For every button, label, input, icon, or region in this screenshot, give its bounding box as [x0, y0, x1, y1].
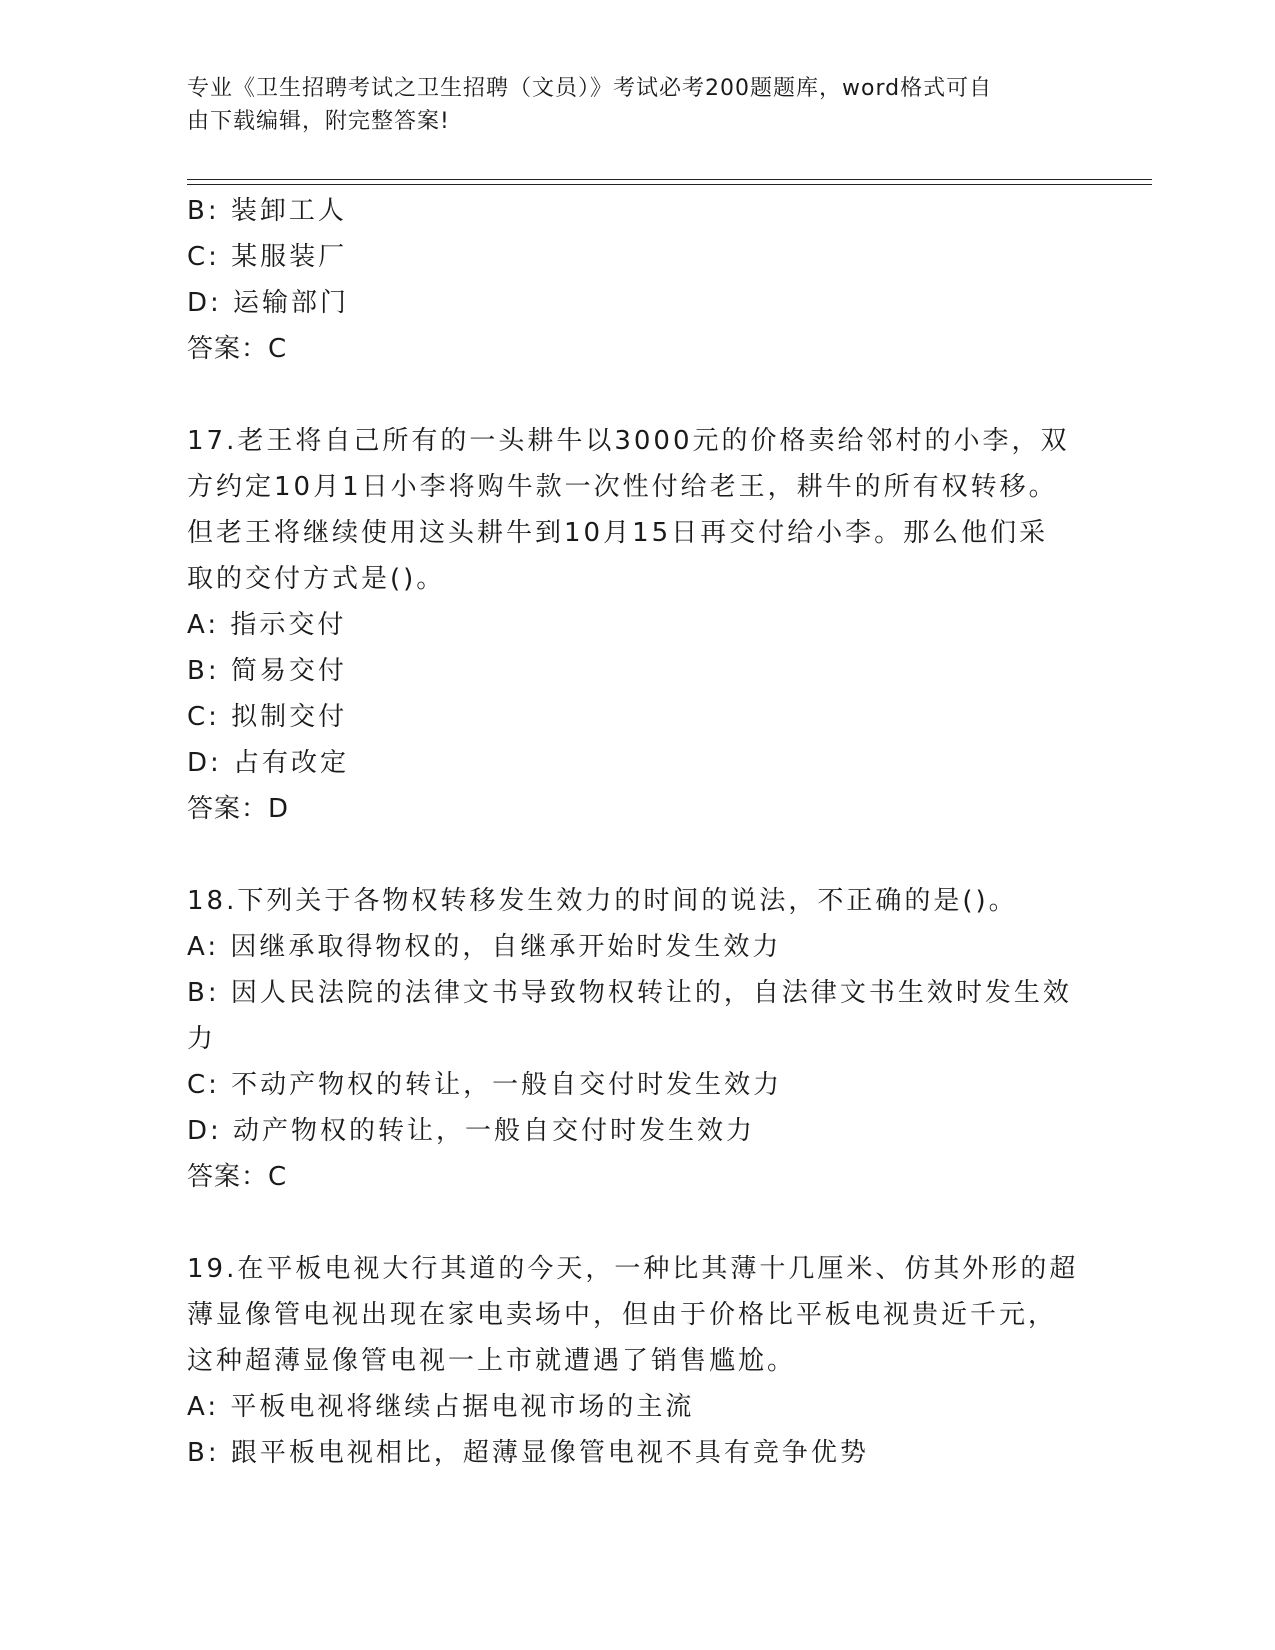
spacer [187, 372, 1087, 418]
option-b: B: 因人民法院的法律文书导致物权转让的，自法律文书生效时发生效 [187, 978, 1072, 1008]
prev-question [187, 188, 1087, 372]
question-stem-line: 方约定10月1日小李将购牛款一次性付给老王，耕牛的所有权转移。 [187, 472, 1058, 502]
question-stem-line: 这种超薄显像管电视一上市就遭遇了销售尴尬。 [187, 1346, 797, 1376]
question-stem-line: 取的交付方式是()。 [187, 564, 446, 594]
header-line-2: 由下载编辑，附完整答案! [187, 109, 450, 134]
answer-line: 答案：C [187, 1162, 288, 1192]
question-stem-line: 但老王将继续使用这头耕牛到10月15日再交付给小李。那么他们采 [187, 518, 1049, 548]
option-d: D: 占有改定 [187, 748, 350, 778]
option-c: C: 拟制交付 [187, 702, 348, 732]
question-stem-line: 18.下列关于各物权转移发生效力的时间的说法，不正确的是()。 [187, 886, 1018, 916]
option-b: B: 装卸工人 [187, 196, 347, 226]
option-a: A: 因继承取得物权的，自继承开始时发生效力 [187, 932, 782, 962]
answer-line: 答案：C [187, 334, 288, 364]
question-stem-line: 薄显像管电视出现在家电卖场中，但由于价格比平板电视贵近千元， [187, 1300, 1058, 1330]
option-d: D: 动产物权的转让，一般自交付时发生效力 [187, 1116, 756, 1146]
question-stem-line: 19.在平板电视大行其道的今天，一种比其薄十几厘米、仿其外形的超 [187, 1254, 1079, 1284]
answer-line: 答案：D [187, 794, 290, 824]
option-d: D: 运输部门 [187, 288, 350, 318]
question-18 [187, 878, 1087, 1200]
option-c: C: 某服装厂 [187, 242, 348, 272]
option-b-continued: 力 [187, 1024, 217, 1054]
question-content [187, 188, 1087, 1476]
option-c: C: 不动产物权的转让，一般自交付时发生效力 [187, 1070, 783, 1100]
header-line-1: 专业《卫生招聘考试之卫生招聘（文员）》考试必考200题题库，word格式可自 [187, 76, 993, 101]
question-19 [187, 1246, 1087, 1476]
document-header [187, 72, 1067, 138]
option-b: B: 简易交付 [187, 656, 347, 686]
question-17 [187, 418, 1087, 832]
spacer [187, 832, 1087, 878]
option-b: B: 跟平板电视相比，超薄显像管电视不具有竞争优势 [187, 1438, 869, 1468]
spacer [187, 1200, 1087, 1246]
option-a: A: 平板电视将继续占据电视市场的主流 [187, 1392, 695, 1422]
header-divider-bottom [187, 184, 1152, 185]
question-stem-line: 17.老王将自己所有的一头耕牛以3000元的价格卖给邻村的小李，双 [187, 426, 1070, 456]
option-a: A: 指示交付 [187, 610, 347, 640]
header-divider-top [187, 179, 1152, 180]
